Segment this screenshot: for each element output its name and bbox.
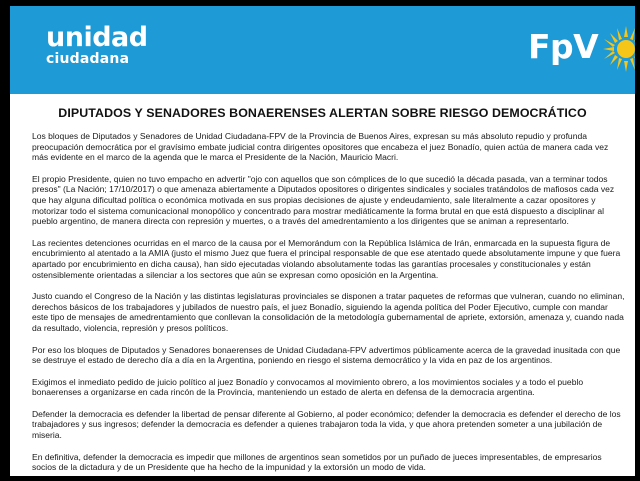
document-title: DIPUTADOS Y SENADORES BONAERENSES ALERTAN SOBRE RIESGO DEMOCRÁTICO [58,106,587,120]
press-release-document [10,6,635,476]
paragraph: Defender la democracia es defender la libertad de pensar diferente al Gobierno, al poder económico; defender la democracia es defender el derecho de los trabajadores y sus ingresos; defender la democracia es defender a quienes trabajaron toda la vida, y que ahora pretenden someter a una jubilación de miseria. [32,408,621,441]
paragraph: Exigimos el inmediato pedido de juicio político al juez Bonadío y convocamos al movimiento obrero, a los movimientos sociales y a todo el pueblo bonaerenses a organizarse en cada rincón de la Provincia, manteniendo un estado de alerta en defensa de la democracia argentina. [32,376,584,398]
fpv-logo: FpV [528,27,599,66]
paragraph: El propio Presidente, quien no tuvo empacho en advertir "ojo con aquellos que son cómplices de lo que sucedió la década pasada, van a terminar todos presos" (La Nación; 17/10/2017) o que amenaza abiertamente a Diputados opositores o dirigentes sindicales y sociales tratándolos de mafiosos cada vez que hay alguna dificultad política o económica motivada en sus propias decisiones de ajuste y endeudamiento, sale literalmente a cazar opositores y motorizar todo el sistema comunicacional monopólico y concentrado para mostrar mediáticamente la forma brutal en que está dispuesto a disciplinar al pueblo argentino, de manera directa con represión y muertes, o a través del amedrentamiento a los dirigentes que se animan a representarlo. [32,173,615,227]
unidad-ciudadana-logo [46,24,148,66]
document-body [32,131,626,476]
paragraph: Por eso los bloques de Diputados y Senadores bonaerenses de Unidad Ciudadana-FPV advertimos públicamente acerca de la gravedad inusitada con que se destruye el estado de derecho día a día en la Argentina, poniendo en riesgo el sistema democrático y la vida en paz de los argentinos. [32,344,621,366]
paragraph: Las recientes detenciones ocurridas en el marco de la causa por el Memorándum con la República Islámica de Irán, enmarcada en la supuesta figura de encubrimiento al atentado a la AMIA (justo el mismo Juez que fuera el principal responsable de que ese atentado quede absolutamente impune y que fuera apartado por encubrimiento en dicha causa), han sido ejecutadas violando absolutamente todas las garantías procesales y constitucionales y están ostensiblemente orientadas a silenciar a los sectores que aún se expresan como oposición en la Argentina. [32,237,621,280]
paragraph: Justo cuando el Congreso de la Nación y las distintas legislaturas provinciales se disponen a tratar paquetes de reformas que vulneran, cuando no eliminan, derechos básicos de los trabajadores y jubilados de nuestro país, el juez Bonadío, siguiendo la agenda política del Poder Ejecutivo, cumple con mandar este tipo de mensajes de amedrentamiento que conllevan la consolidación de la metodología gubernamental de apriete, extorsión, amenaza y, cuando nada da resultado, violencia, represión y presos políticos. [32,291,625,333]
header-banner [10,6,635,94]
paragraph: Los bloques de Diputados y Senadores de Unidad Ciudadana-FPV de la Provincia de Buenos Aires, expresan su más absoluto repudio y profunda preocupación democrática por el gravísimo embate judicial contra dirigentes opositores que encabeza el juez Bonadío, quien actúa de manera cada vez más evidente en el marco de la agenda que le marca el Presidente de la Nación, Mauricio Macri. [32,131,609,163]
sun-icon [600,24,635,74]
logo-line-unidad: unidad [46,22,148,53]
paragraph: En definitiva, defender la democracia es impedir que millones de argentinos sean sometidos por un puñado de jueces impresentables, de empresarios socios de la dictadura y de un Presidente que ha hecho de la impunidad y la extorsión un modo de vida. [32,451,602,473]
logo-line-ciudadana: ciudadana [46,51,130,67]
